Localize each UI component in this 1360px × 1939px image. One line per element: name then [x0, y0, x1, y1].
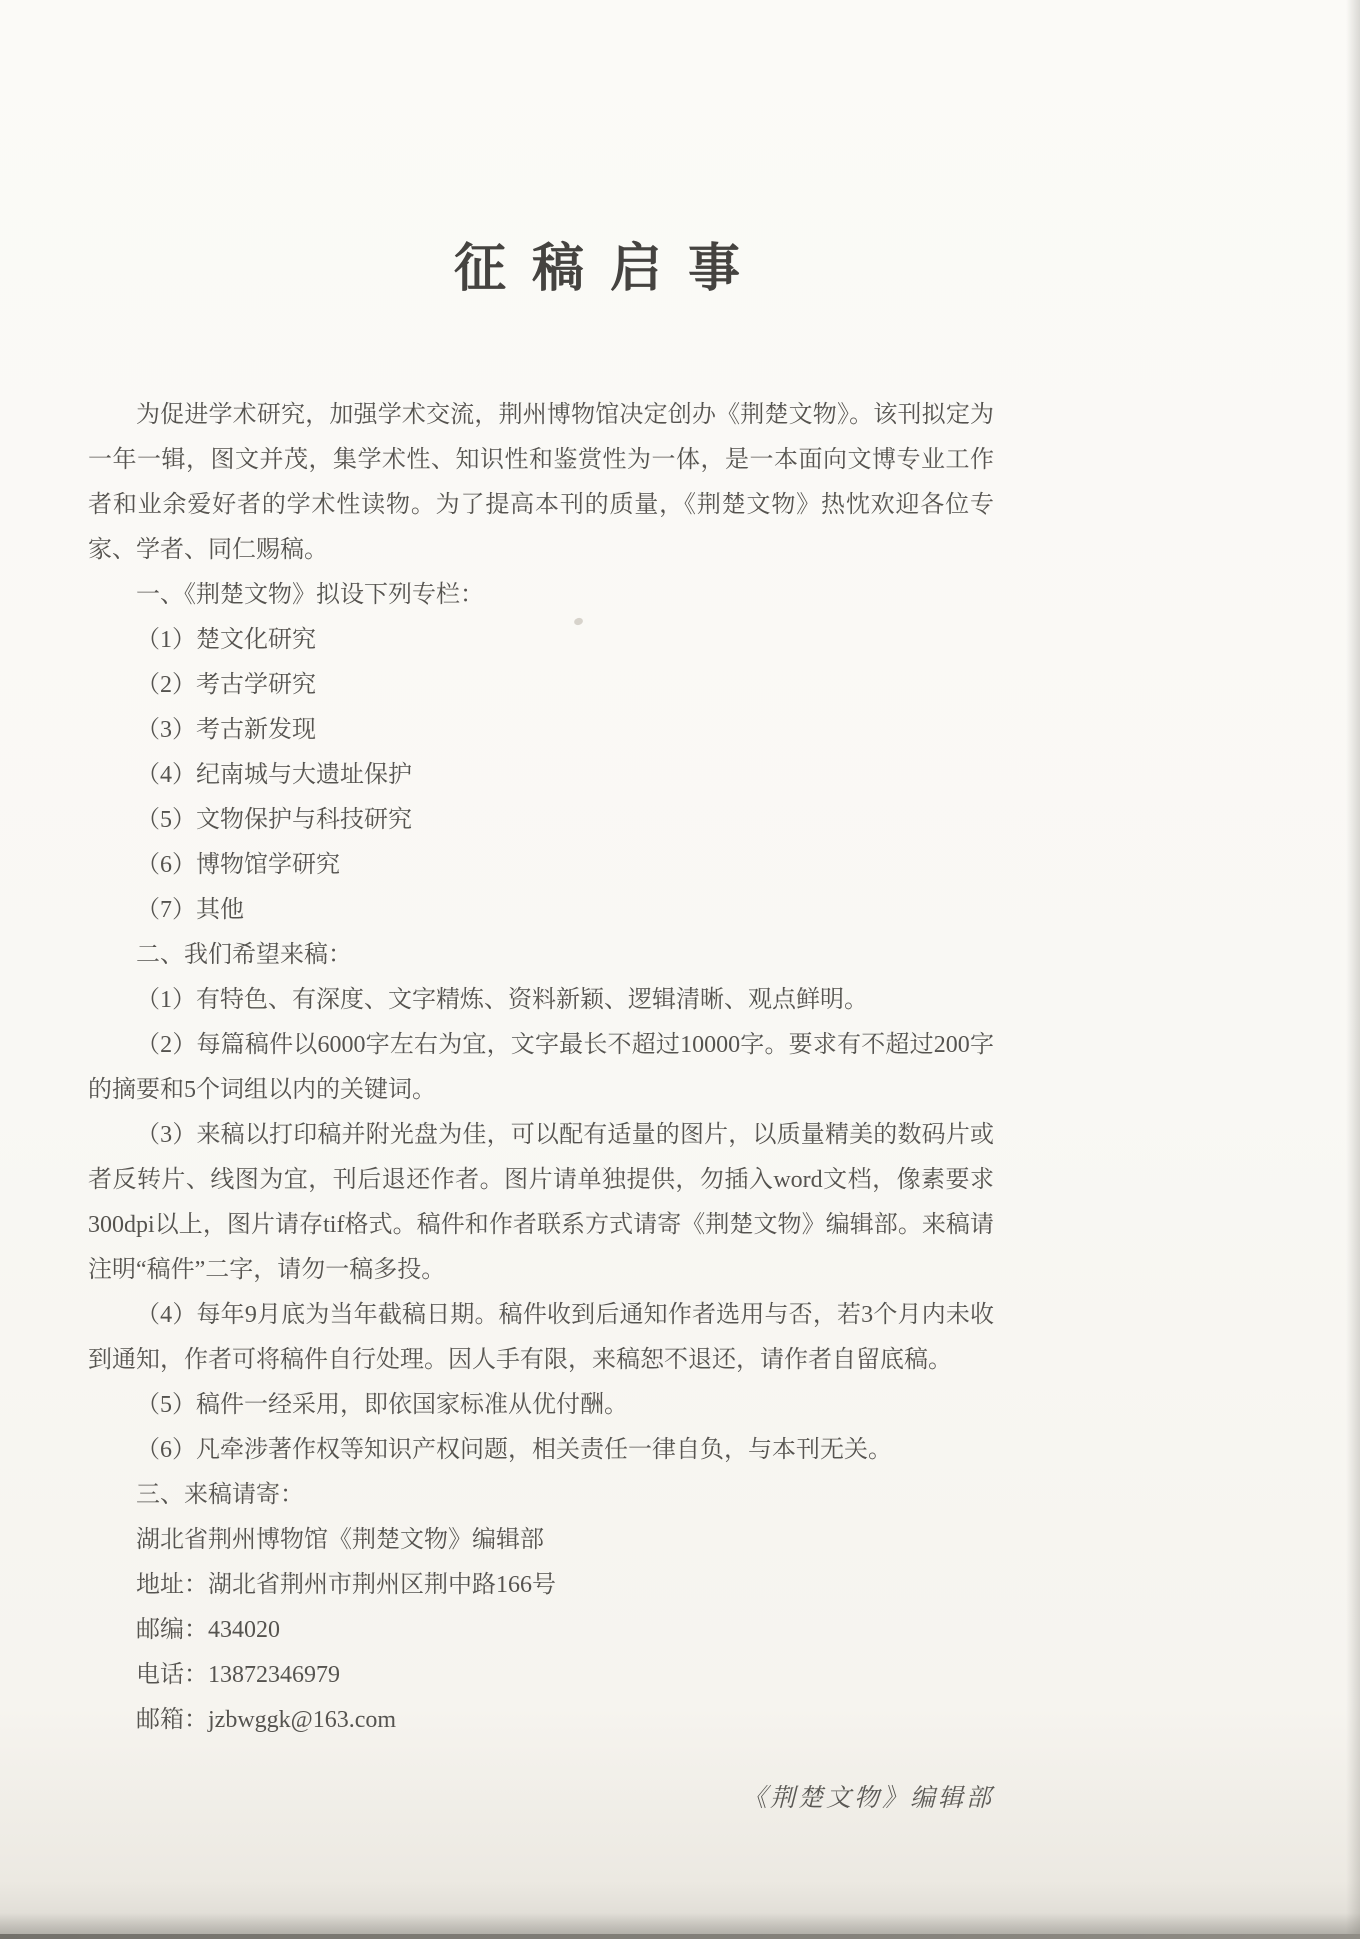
section-submission-heading: 二、我们希望来稿：: [136, 942, 352, 968]
text-column: [88, 0, 994, 1815]
submission-item-6: （6）凡牵涉著作权等知识产权问题，相关责任一律自负，与本刊无关。: [136, 1437, 892, 1463]
contact-address: 地址：湖北省荆州市荆州区荆中路166号: [136, 1572, 556, 1598]
submission-item-3: （3）来稿以打印稿并附光盘为佳，可以配有适量的图片，以质量精美的数码片或者反转片、线图为宜，刊后退还作者。图片请单独提供，勿插入word文档，像素要求300dpi以上，图片请存tif格式。稿件和作者联系方式请寄《荆楚文物》编辑部。来稿请注明“稿件”二字，请勿一稿多投。: [88, 1122, 994, 1283]
page-title: 征稿启事: [453, 241, 766, 298]
column-item-6: （6）博物馆学研究: [136, 852, 340, 878]
section-columns-heading: 一、《荆楚文物》拟设下列专栏：: [136, 582, 484, 608]
submission-item-4: （4）每年9月底为当年截稿日期。稿件收到后通知作者选用与否，若3个月内未收到通知，作者可将稿件自行处理。因人手有限，来稿恕不退还，请作者自留底稿。: [88, 1302, 994, 1373]
submission-item-1: （1）有特色、有深度、文字精炼、资料新颖、逻辑清晰、观点鲜明。: [136, 987, 868, 1013]
column-item-5: （5）文物保护与科技研究: [136, 807, 412, 833]
column-item-7: （7）其他: [136, 897, 244, 923]
contact-phone: 电话：13872346979: [136, 1662, 340, 1688]
contact-editorial-office: 湖北省荆州博物馆《荆楚文物》编辑部: [136, 1527, 544, 1553]
scan-edge-right: [1346, 0, 1360, 1939]
intro-paragraph: 为促进学术研究，加强学术交流，荆州博物馆决定创办《荆楚文物》。该刊拟定为一年一辑，图文并茂，集学术性、知识性和鉴赏性为一体，是一本面向文博专业工作者和业余爱好者的学术性读物。为了提高本刊的质量，《荆楚文物》热忱欢迎各位专家、学者、同仁赐稿。: [88, 402, 994, 563]
contact-postcode: 邮编：434020: [136, 1617, 280, 1643]
column-item-2: （2）考古学研究: [136, 672, 316, 698]
editorial-signature: 《荆楚文物》编辑部: [741, 1783, 994, 1812]
submission-item-2: （2）每篇稿件以6000字左右为宜，文字最长不超过10000字。要求有不超过200字的摘要和5个词组以内的关键词。: [88, 1032, 994, 1103]
scan-edge-bottom-line: [0, 1934, 1360, 1939]
column-item-4: （4）纪南城与大遗址保护: [136, 762, 412, 788]
section-contact-heading: 三、来稿请寄：: [136, 1482, 304, 1508]
column-item-1: （1）楚文化研究: [136, 627, 316, 653]
column-item-3: （3）考古新发现: [136, 717, 316, 743]
contact-email: 邮箱：jzbwggk@163.com: [136, 1707, 397, 1733]
submission-item-5: （5）稿件一经采用，即依国家标准从优付酬。: [136, 1392, 628, 1418]
